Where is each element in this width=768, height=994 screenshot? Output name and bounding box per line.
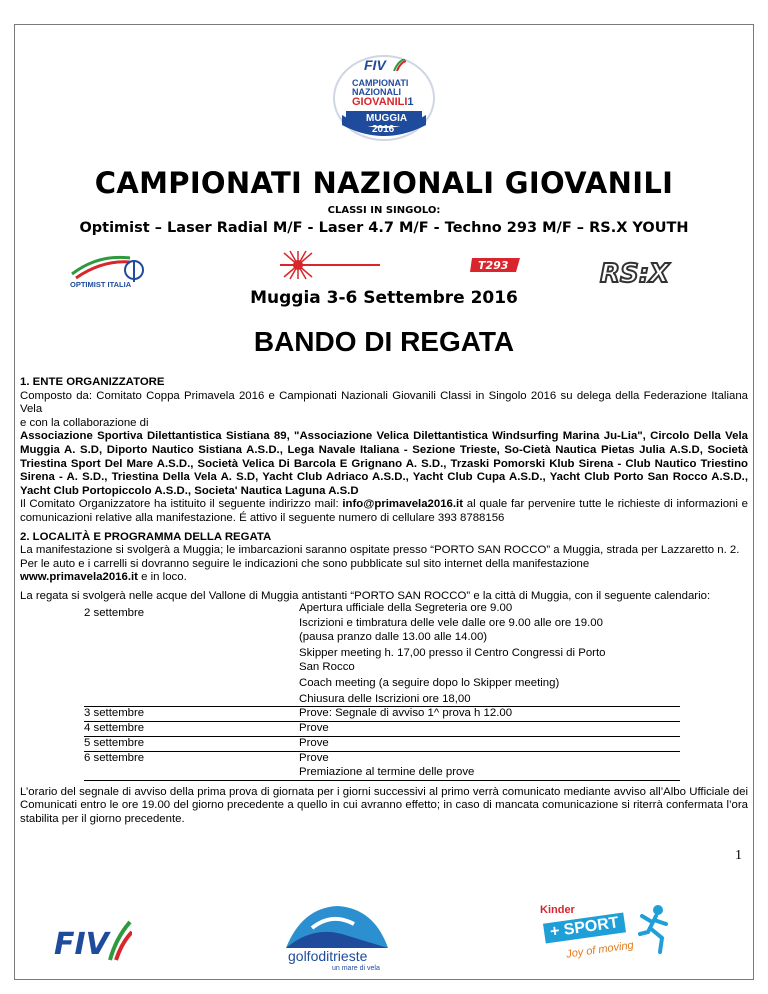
page-number: 1 [735, 848, 742, 863]
website-link[interactable]: www.primavela2016.it [20, 571, 138, 584]
badge-year: 2016 [372, 124, 395, 135]
contact-email[interactable]: info@primavela2016.it [342, 498, 464, 511]
classi-label: CLASSI IN SINGOLO: [327, 205, 441, 216]
championship-badge-logo [332, 55, 436, 141]
schedule-day: 5 settembre [84, 736, 145, 749]
schedule-day: 2 settembre [84, 606, 145, 619]
schedule-event: Coach meeting (a seguire dopo lo Skipper meeting) [299, 676, 560, 689]
schedule-event: (pausa pranzo dalle 13.00 alle 14.00) [299, 630, 488, 643]
badge-nazionali: NAZIONALI [352, 87, 401, 97]
document-body [20, 376, 748, 826]
schedule-event: Prove [299, 751, 329, 764]
schedule-event: Chiusura delle Iscrizioni ore 18,00 [299, 692, 471, 705]
section1-clubs: Associazione Sportiva Dilettantistica Sistiana 89, "Associazione Velica Dilettantistica Windsurfing Marina Ju-Lia", Circolo Della Vela Muggia A. S.D, Diporto Nautico Sistiana A.S.D., Lega Navale Italiana - Sezione Trieste, So-Cietà Nautica Pietas Julia A.S.D, Società Triestina Sport Del Mare A.S.D., Società Velica Di Barcola E Grignano A. S.D., Trzaski Pomorski Klub Sirena - Club Nautico Triestino Sirena - A. S.D., Triestina Della Vela A. S.D, Yacht Club Adriaco A.S.D., Yacht Club Cupa A.S.D., Yacht Club Porto San Rocco A.S.D., Yacht Club Portopiccolo A.S.D., Societa' Nautica Laguna A.S.D [20, 430, 748, 497]
fiv-logo [52, 918, 132, 964]
footer-sponsors [0, 890, 768, 980]
schedule-day: 3 settembre [84, 706, 145, 719]
schedule-event: San Rocco [299, 660, 355, 673]
classes-list: Optimist – Laser Radial M/F - Laser 4.7 M/F - Techno 293 M/F – RS.X YOUTH [79, 220, 689, 236]
section2-heading: 2. LOCALITÀ E PROGRAMMA DELLA REGATA [20, 530, 272, 543]
schedule-event: Prove [299, 736, 329, 749]
sport-badge: + SPORT [543, 912, 626, 943]
schedule-event: Skipper meeting h. 17,00 presso il Centro Congressi di Porto [299, 646, 606, 659]
section1-contact: Il Comitato Organizzatore ha istituito il seguente indirizzo mail: info@primavela2016.it al quale far pervenire tutte le richieste di informazioni e comunicazioni relative alla manifestazione. É attivo il seguente numero di cellulare 393 8788156 [20, 498, 748, 524]
schedule-divider [84, 780, 680, 781]
schedule-day: 4 settembre [84, 721, 145, 734]
optimist-logo [68, 252, 172, 292]
event-dates: Muggia 3-6 Settembre 2016 [250, 288, 518, 308]
golfo-di-trieste-logo [282, 898, 392, 978]
fiv-label: FIV [54, 927, 109, 962]
kinder-sport-logo [540, 904, 670, 974]
golfo-label: golfoditrieste [288, 948, 368, 964]
schedule-event: Prove [299, 721, 329, 734]
section2-calendar-intro: La regata si svolgerà nelle acque del Vallone di Muggia antistanti “PORTO SAN ROCCO” e la città di Muggia, con il seguente calendario: [20, 589, 711, 602]
badge-fiv: FIV [364, 57, 386, 73]
rsx-label: RS:X [600, 259, 670, 288]
badge-muggia: MUGGIA [366, 113, 408, 124]
section2-venue: La manifestazione si svolgerà a Muggia; le imbarcazioni saranno ospitate presso “PORTO SAN ROCCO” a Muggia, strada per Lazzaretto n. 2. [20, 544, 740, 557]
optimist-label: OPTIMIST ITALIA [70, 280, 132, 289]
document-heading: BANDO DI REGATA [253, 326, 515, 357]
schedule-table [20, 601, 748, 778]
laser-logo [278, 250, 382, 280]
schedule-event: Apertura ufficiale della Segreteria ore 9.00 [299, 601, 513, 614]
techno-293-logo [470, 256, 522, 274]
schedule-event: Premiazione al termine delle prove [299, 765, 475, 778]
kinder-label: Kinder [540, 904, 575, 916]
joy-label: Joy of moving [565, 939, 635, 961]
schedule-event: Prove: Segnale di avviso 1^ prova h 12.00 [299, 706, 513, 719]
techno-label: T293 [478, 259, 509, 272]
badge-campionati: CAMPIONATI [352, 78, 409, 88]
runner-icon [636, 904, 670, 954]
italian-flag-icon [392, 59, 406, 71]
schedule-event: Iscrizioni e timbratura delle vele dalle ore 9.00 alle ore 19.00 [299, 616, 603, 629]
section1-intro: Composto da: Comitato Coppa Primavela 2016 e Campionati Nazionali Giovanili Classi in Singolo 2016 su delega della Federazione Italiana Vela [20, 389, 748, 416]
section2-directions: Per le auto e i carrelli si dovranno seguire le indicazioni che sono pubblicate sul sito internet della manifestazione www.primavela2016.it e in loco. [20, 557, 590, 584]
badge-giovanili: GIOVANILI1 [352, 96, 414, 108]
section2-notice: L’orario del segnale di avviso della prima prova di giornata per i giorni successivi al primo verrà comunicato mediante avviso all’Albo Ufficiale dei Comunicati entro le ore 19.00 del giorno precedente a quello in cui avranno effetto; in caso di mancata comunicazione si riterrà confermata l’ora stabilita per il giorno precedente. [20, 785, 748, 825]
section1-collab: e con la collaborazione di [20, 416, 149, 429]
rsx-logo [598, 256, 680, 288]
schedule-day: 6 settembre [84, 751, 145, 764]
page-title: CAMPIONATI NAZIONALI GIOVANILI [94, 166, 674, 200]
section1-heading: 1. ENTE ORGANIZZATORE [20, 376, 165, 388]
golfo-subtitle: un mare di vela [332, 965, 380, 972]
